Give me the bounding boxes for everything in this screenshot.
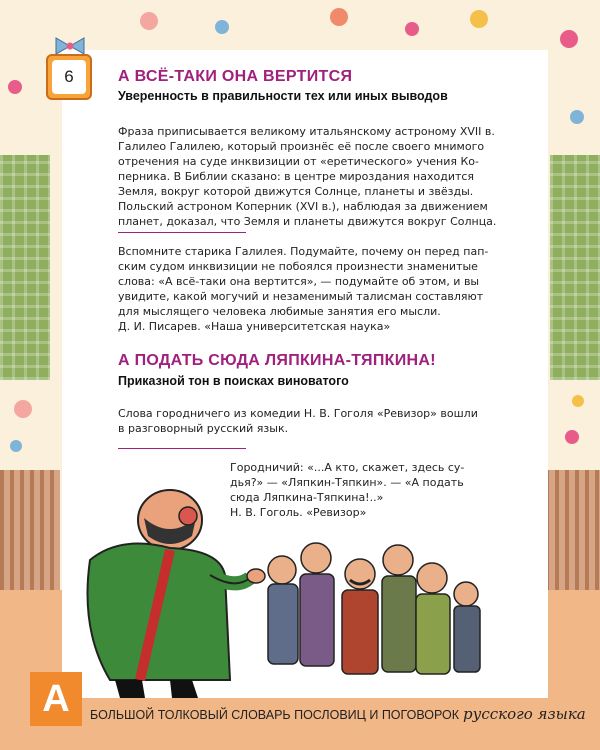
flower-icon xyxy=(10,440,22,452)
text-line: сюда Ляпкина-Тяпкина!..» xyxy=(230,491,384,504)
text-line: в разговорный русский язык. xyxy=(118,422,289,435)
text-line: Городничий: «...А кто, скажет, здесь су- xyxy=(230,461,465,474)
divider xyxy=(118,448,246,449)
footer-title-text: БОЛЬШОЙ ТОЛКОВЫЙ СЛОВАРЬ ПОСЛОВИЦ И ПОГОВОРОК xyxy=(90,708,460,722)
footer-letter-badge: А xyxy=(30,672,82,726)
text-line: для мыслящего человека любимые занятия его мысли. xyxy=(118,305,441,318)
text-line: Фраза приписывается великому итальянскому астроному XVII в. xyxy=(118,125,495,138)
flower-icon xyxy=(8,80,22,94)
section2-title: А ПОДАТЬ СЮДА ЛЯПКИНА-ТЯПКИНА! xyxy=(118,352,436,369)
section1-quote xyxy=(118,244,508,334)
flower-icon xyxy=(405,22,419,36)
checkered-panel-right xyxy=(550,155,600,380)
text-line: Земля, вокруг которой движутся Солнце, планеты и звёзды. xyxy=(118,185,474,198)
flower-icon xyxy=(14,400,32,418)
flower-icon xyxy=(560,30,578,48)
text-line: дья?» — «Ляпкин-Тяпкин». — «А подать xyxy=(230,476,464,489)
flower-icon xyxy=(572,395,584,407)
text-line: слова: «А всё-таки она вертится», — подумайте об этом, и вы xyxy=(118,275,480,288)
flower-icon xyxy=(470,10,488,28)
section2-paragraph xyxy=(118,406,508,436)
section1-title: А ВСЁ-ТАКИ ОНА ВЕРТИТСЯ xyxy=(118,68,353,85)
illustration-gorodnichy-and-officials xyxy=(20,480,490,700)
page-number: 6 xyxy=(64,67,74,86)
text-line: отречения на суде инквизиции от «еретического» учения Ко- xyxy=(118,155,479,168)
text-line: перника. В Библии сказано: в центре мироздания находится xyxy=(118,170,475,183)
divider xyxy=(118,232,246,233)
section2-subtitle: Приказной тон в поисках виноватого xyxy=(118,374,349,388)
checkered-panel-left xyxy=(0,155,50,380)
section1-paragraph xyxy=(118,124,508,229)
bow-icon xyxy=(52,36,88,56)
footer-script-text: русского языка xyxy=(463,705,586,723)
quote-source: Д. И. Писарев. «Наша университетская наука» xyxy=(118,320,391,333)
text-line: Польский астроном Коперник (XVI в.), наблюдая за движением xyxy=(118,200,488,213)
flower-icon xyxy=(140,12,158,30)
flower-icon xyxy=(570,110,584,124)
gorodnichy-figure xyxy=(88,490,266,698)
text-line: Слова городничего из комедии Н. В. Гоголя «Ревизор» вошли xyxy=(118,407,478,420)
flower-icon xyxy=(330,8,348,26)
footer-book-title xyxy=(90,705,586,723)
text-line: Вспомните старика Галилея. Подумайте, почему он перед пап- xyxy=(118,245,489,258)
quote-source: Н. В. Гоголь. «Ревизор» xyxy=(230,506,367,519)
text-line: Галилео Галилею, который произнёс её после своего мнимого xyxy=(118,140,485,153)
striped-panel-right xyxy=(545,470,600,590)
page-number-badge xyxy=(46,54,92,100)
text-line: планет, доказал, что Земля и планеты движутся вокруг Солнца. xyxy=(118,215,497,228)
flower-icon xyxy=(215,20,229,34)
flower-icon xyxy=(565,430,579,444)
section1-subtitle: Уверенность в правильности тех или иных выводов xyxy=(118,89,448,103)
officials-group xyxy=(268,543,480,674)
text-line: ским судом инквизиции не побоялся произнести знаменитые xyxy=(118,260,478,273)
text-line: увидите, какой могучий и незаменимый талисман составляют xyxy=(118,290,484,303)
